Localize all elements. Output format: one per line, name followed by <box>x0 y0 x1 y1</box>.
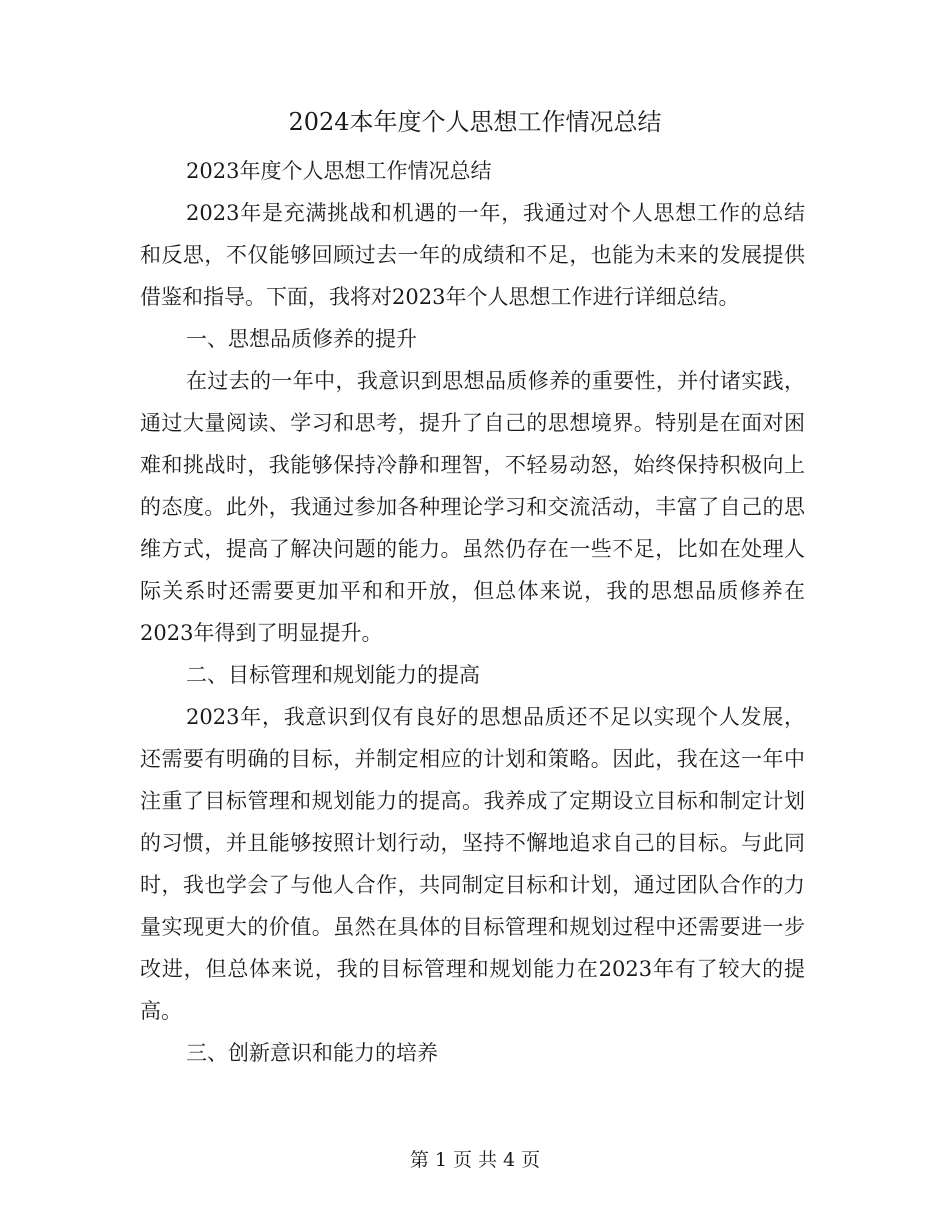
section-2-paragraph: 2023年，我意识到仅有良好的思想品质还不足以实现个人发展，还需要有明确的目标，并制定相应的计划和策略。因此，我在这一年中注重了目标管理和规划能力的提高。我养成了定期设立目标和制定计划的习惯，并且能够按照计划行动，坚持不懈地追求自己的目标。与此同时，我也学会了与他人合作，共同制定目标和计划，通过团队合作的力量实现更大的价值。虽然在具体的目标管理和规划过程中还需要进一步改进，但总体来说，我的目标管理和规划能力在2023年有了较大的提高。 <box>140 705 805 1023</box>
document-body <box>140 150 805 1074</box>
document-title: 2024本年度个人思想工作情况总结 <box>288 108 662 136</box>
subtitle-paragraph: 2023年度个人思想工作情况总结 <box>186 159 492 183</box>
page-number-footer: 第 1 页 共 4 页 <box>409 1149 541 1171</box>
intro-paragraph: 2023年是充满挑战和机遇的一年，我通过对个人思想工作的总结和反思，不仅能够回顾过去一年的成绩和不足，也能为未来的发展提供借鉴和指导。下面，我将对2023年个人思想工作进行详细总结。 <box>140 201 805 309</box>
section-heading-2: 二、目标管理和规划能力的提高 <box>186 663 480 687</box>
section-heading-1: 一、思想品质修养的提升 <box>186 327 417 351</box>
section-1-paragraph: 在过去的一年中，我意识到思想品质修养的重要性，并付诸实践，通过大量阅读、学习和思考，提升了自己的思想境界。特别是在面对困难和挑战时，我能够保持冷静和理智，不轻易动怒，始终保持积极向上的态度。此外，我通过参加各种理论学习和交流活动，丰富了自己的思维方式，提高了解决问题的能力。虽然仍存在一些不足，比如在处理人际关系时还需要更加平和和开放，但总体来说，我的思想品质修养在2023年得到了明显提升。 <box>140 369 805 645</box>
section-heading-3: 三、创新意识和能力的培养 <box>186 1041 438 1065</box>
